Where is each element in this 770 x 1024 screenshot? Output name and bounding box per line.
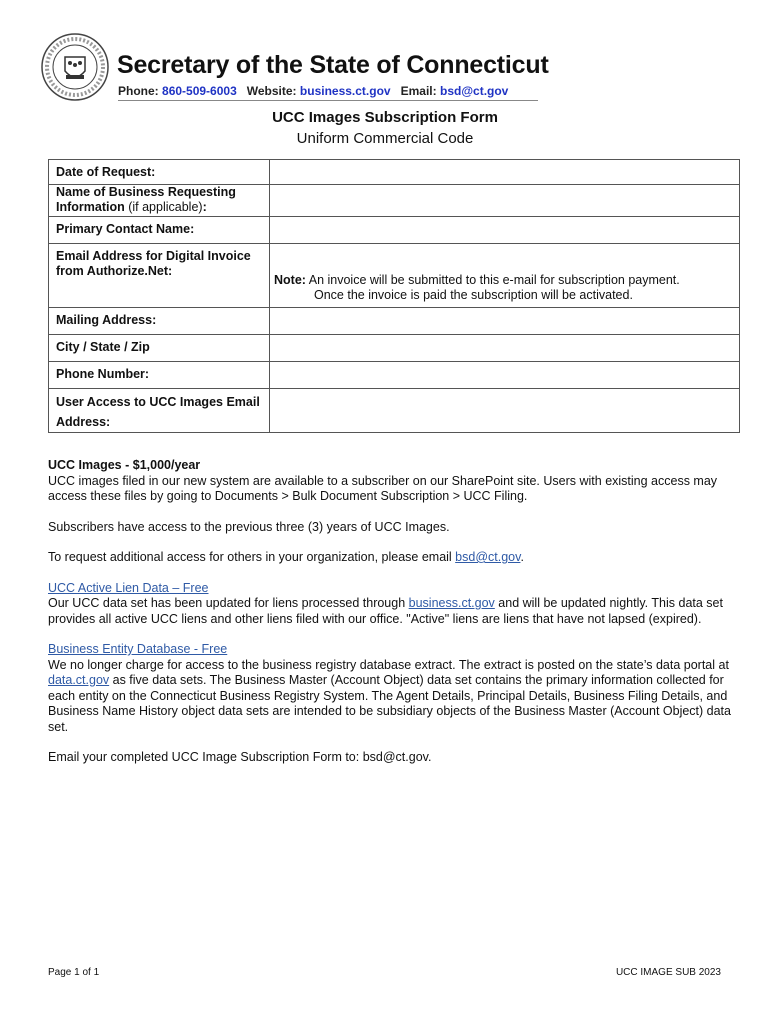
note-label: Note: [274,273,306,287]
lien-text-pre: Our UCC data set has been updated for liens processed through [48,596,409,610]
email-label: Email: [400,84,437,98]
invoice-note [274,273,739,303]
page-title: Secretary of the State of Connecticut [117,51,549,79]
phone-number-field[interactable] [270,362,740,389]
contact-underline [118,100,538,101]
business-name-label [49,185,270,217]
request-email-link[interactable]: bsd@ct.gov [455,550,521,564]
note-line-1: An invoice will be submitted to this e-mail for subscription payment. [305,273,680,287]
business-name-label-text: Name of Business Requesting Information [56,185,236,214]
invoice-email-field[interactable] [270,244,740,308]
ucc-images-heading: UCC Images - $1,000/year [48,458,201,472]
phone-link[interactable]: 860-509-6003 [162,84,237,98]
city-state-zip-label: City / State / Zip [49,335,270,362]
business-name-field[interactable] [270,185,740,217]
primary-contact-label: Primary Contact Name: [49,217,270,244]
business-name-label-suffix: (if applicable) [124,200,203,214]
form-subtitle: Uniform Commercial Code [296,130,474,147]
request-access-paragraph [48,550,748,566]
form-row-mailing [49,308,740,335]
data-portal-link[interactable]: data.ct.gov [48,673,110,687]
body-text [48,458,748,766]
city-state-zip-field[interactable] [270,335,740,362]
entity-database-link[interactable]: Business Entity Database - Free [48,642,228,656]
form-row-date [49,160,740,185]
contact-line [118,84,508,98]
email-link[interactable]: bsd@ct.gov [439,84,509,98]
form-row-user-access [49,389,740,433]
website-link[interactable]: business.ct.gov [299,84,391,98]
ucc-images-paragraph: UCC images filed in our new system are available to a subscriber on our SharePoint site. Users with existing access may access these files by going to Documents > Bulk Document Subscription > UCC Filing. [48,473,718,503]
request-text: To request additional access for others in your organization, please email [48,550,456,564]
business-site-link[interactable]: business.ct.gov [408,596,495,610]
form-row-city [49,335,740,362]
invoice-email-label: Email Address for Digital Invoice from Authorize.Net: [49,244,270,308]
entity-paragraph [48,658,748,736]
form-row-contact [49,217,740,244]
primary-contact-field[interactable] [270,217,740,244]
state-seal-icon [38,33,112,101]
form-row-invoice-email [49,244,740,308]
subscribers-paragraph: Subscribers have access to the previous three (3) years of UCC Images. [48,519,450,534]
request-period: . [520,550,524,564]
user-access-email-label: User Access to UCC Images Email Address: [49,389,270,433]
form-row-phone [49,362,740,389]
form-code: UCC IMAGE SUB 2023 [615,967,721,978]
business-name-label-end: : [202,200,207,214]
form-title: UCC Images Subscription Form [272,109,498,126]
lien-text-post: and will be updated nightly. This data set provides all active UCC liens and other liens filed with our office. "Active" liens are liens that have not lapsed (expired). [48,596,723,626]
form-row-business-name [49,185,740,217]
lien-data-link[interactable]: UCC Active Lien Data – Free [48,580,209,595]
mailing-address-label: Mailing Address: [49,308,270,335]
phone-label: Phone: [118,84,159,98]
website-label: Website: [246,84,297,98]
lien-paragraph [48,596,748,627]
date-of-request-label: Date of Request: [49,160,270,185]
date-of-request-field[interactable] [270,160,740,185]
phone-number-label: Phone Number: [49,362,270,389]
subscription-form-table [48,159,740,433]
user-access-email-field[interactable] [270,389,740,433]
entity-text-pre: We no longer charge for access to the business registry database extract. The extract is posted on the state’s data portal at [48,657,729,672]
closing-instruction: Email your completed UCC Image Subscription Form to: bsd@ct.gov. [48,750,432,764]
note-line-2: Once the invoice is paid the subscription will be activated. [314,288,633,302]
mailing-address-field[interactable] [270,308,740,335]
entity-text-post: as five data sets. The Business Master (Account Object) data set contains the primary information collected for each entity on the Connecticut Business Registry System. The Agent Details, Principal Details, Business Filing Details, and Business Name History object data sets are intended to be subsidiary objects of the Business Master (Account Object) data set. [48,673,731,734]
page-number: Page 1 of 1 [48,967,100,978]
